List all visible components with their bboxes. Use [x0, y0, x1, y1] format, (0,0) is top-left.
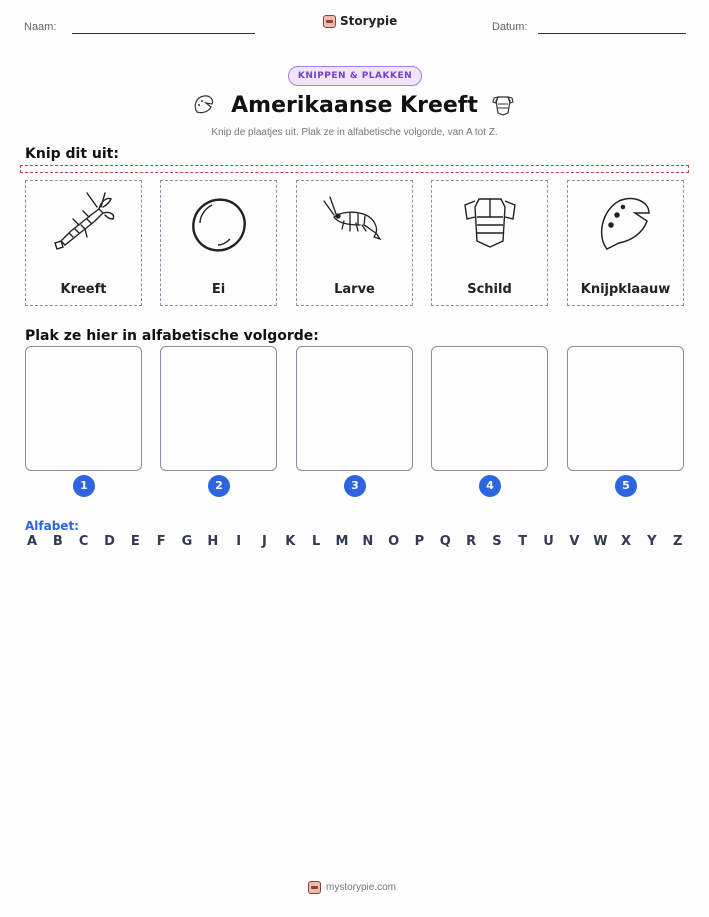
cut-card-knijpklaauw[interactable] [567, 180, 684, 306]
alphabet-letter: Y [647, 534, 657, 549]
alphabet-letter: G [181, 534, 193, 549]
shrimp-larva-icon [320, 189, 390, 257]
cut-card-ei[interactable] [160, 180, 277, 306]
alphabet-letter: L [311, 534, 321, 549]
alphabet-letter: Z [672, 534, 683, 549]
card-label: Schild [467, 282, 512, 297]
alphabet-letter: C [78, 534, 89, 549]
slot-number: 2 [208, 475, 230, 497]
alphabet-row [25, 534, 685, 549]
alphabet-letter: T [518, 534, 528, 549]
activity-badge: KNIPPEN & PLAKKEN [288, 66, 422, 86]
cut-card-kreeft[interactable] [25, 180, 142, 306]
armor-shell-icon [490, 92, 516, 118]
alphabet-letter: U [543, 534, 554, 549]
alphabet-letter: E [130, 534, 140, 549]
brand-logo [323, 14, 397, 28]
paste-slot-1[interactable] [25, 346, 142, 471]
paste-slot-5[interactable] [567, 346, 684, 471]
egg-icon [184, 189, 254, 257]
alphabet-letter: X [621, 534, 632, 549]
alphabet-letter: O [388, 534, 400, 549]
alphabet-letter: V [569, 534, 580, 549]
card-label: Knijpklaauw [580, 282, 671, 297]
paste-heading: Plak ze hier in alfabetische volgorde: [25, 328, 319, 344]
paste-slot-4[interactable] [431, 346, 548, 471]
cut-card-larve[interactable] [296, 180, 413, 306]
alphabet-letter: Q [439, 534, 451, 549]
alphabet-letter: N [362, 534, 374, 549]
alphabet-title: Alfabet: [25, 519, 79, 533]
slot-number: 1 [73, 475, 95, 497]
cut-heading: Knip dit uit: [25, 146, 119, 162]
name-label: Naam: [24, 21, 57, 33]
cut-card-schild[interactable] [431, 180, 548, 306]
lobster-icon [49, 189, 119, 257]
footer [308, 881, 396, 894]
name-line[interactable] [72, 33, 255, 34]
alphabet-letter: I [236, 534, 242, 549]
armor-shell-icon [455, 189, 525, 257]
alphabet-letter: B [52, 534, 63, 549]
alphabet-letter: P [414, 534, 425, 549]
slot-number: 3 [344, 475, 366, 497]
cut-guide-line [20, 165, 689, 173]
alphabet-letter: D [104, 534, 115, 549]
instructions: Knip de plaatjes uit. Plak ze in alfabetische volgorde, van A tot Z. [211, 127, 498, 138]
alphabet-letter: H [207, 534, 219, 549]
slot-number: 5 [615, 475, 637, 497]
date-label: Datum: [492, 21, 528, 33]
alphabet-letter: W [593, 534, 608, 549]
storypie-logo-icon [308, 881, 321, 894]
card-label: Larve [334, 282, 375, 297]
slot-number: 4 [479, 475, 501, 497]
alphabet-letter: M [335, 534, 349, 549]
card-label: Kreeft [60, 282, 107, 297]
alphabet-letter: A [26, 534, 38, 549]
alphabet-letter: K [285, 534, 296, 549]
footer-url[interactable]: mystorypie.com [326, 882, 397, 893]
claw-icon [591, 189, 661, 257]
page-title: Amerikaanse Kreeft [231, 93, 478, 118]
alphabet-letter: F [156, 534, 166, 549]
brand-name: Storypie [340, 14, 398, 28]
alphabet-letter: S [492, 534, 502, 549]
alphabet-letter: R [466, 534, 477, 549]
date-line[interactable] [538, 33, 686, 34]
card-label: Ei [211, 282, 226, 297]
paste-slot-2[interactable] [160, 346, 277, 471]
storypie-logo-icon [323, 15, 336, 28]
alphabet-letter: J [262, 534, 267, 549]
paste-slot-3[interactable] [296, 346, 413, 471]
